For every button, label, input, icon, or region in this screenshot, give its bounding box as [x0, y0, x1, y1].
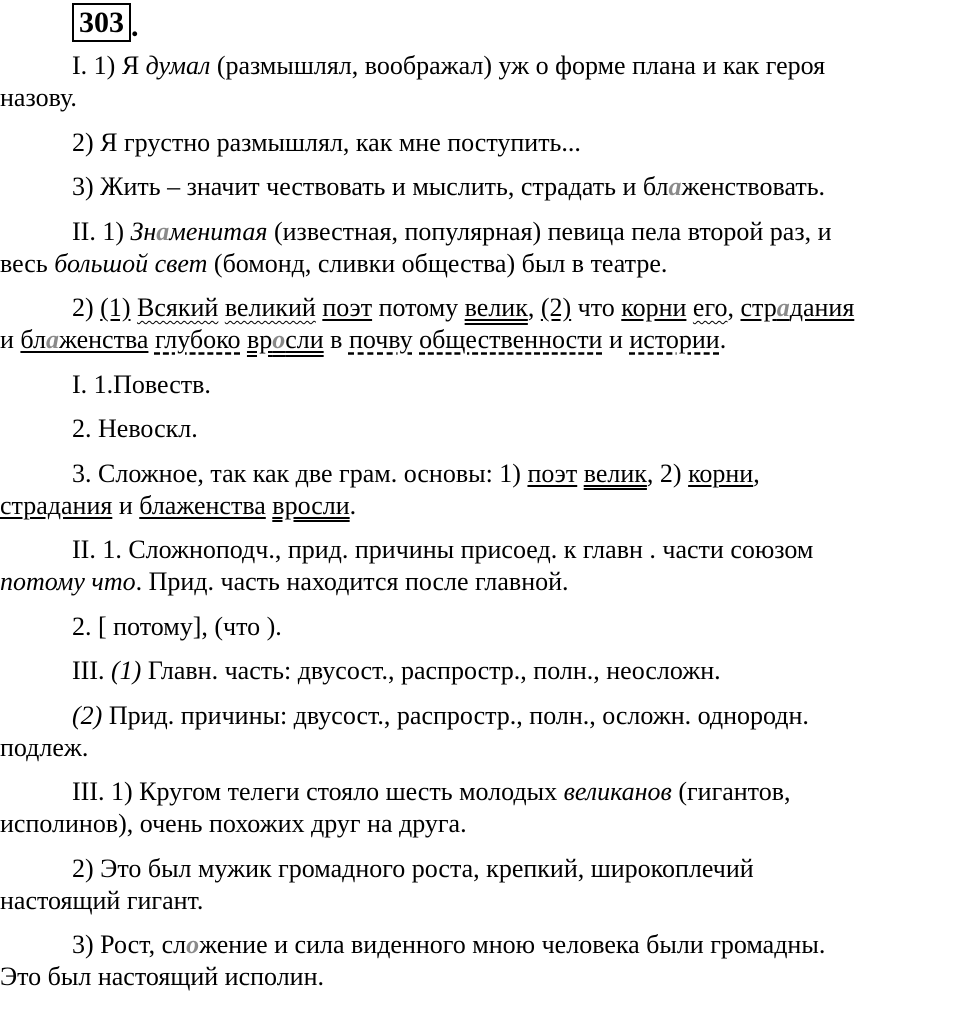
line — [0, 413, 960, 445]
clause-number: (2) — [540, 293, 572, 322]
line — [0, 700, 960, 732]
text: стр — [740, 293, 777, 322]
line — [0, 292, 960, 324]
text: (размышлял, воображал) уж о форме плана и как героя — [210, 51, 826, 80]
text: I. 1) Я — [72, 51, 146, 80]
text: (известная, популярная) певица пела второй раз, и — [267, 216, 832, 246]
line — [0, 534, 960, 566]
line — [0, 611, 960, 643]
line — [0, 853, 960, 885]
line — [0, 324, 960, 356]
emphasized-vowel: а — [156, 216, 170, 246]
attribute-word: Всякий — [137, 293, 219, 322]
line — [0, 248, 960, 280]
text: что — [571, 293, 622, 322]
text: . Прид. часть находится после главной. — [135, 567, 569, 596]
italic-phrase: большой свет — [54, 248, 208, 278]
subject-word: блаженства — [139, 490, 266, 520]
subject-word — [20, 325, 148, 354]
text: бл — [20, 325, 46, 354]
line — [0, 566, 960, 598]
line — [0, 216, 960, 248]
subject-word — [740, 293, 854, 322]
italic-clause-number: (1) — [110, 656, 142, 685]
adverbial-word: глубоко — [154, 325, 241, 354]
line — [0, 50, 960, 82]
text: в — [323, 325, 349, 354]
text: , 2) — [646, 458, 689, 488]
paragraph-9 — [0, 534, 960, 598]
paragraph-8 — [0, 458, 960, 522]
line — [0, 490, 960, 522]
text: 2) Я грустно размышлял, как мне поступить... — [72, 127, 581, 157]
emphasized-vowel: а — [45, 325, 59, 354]
text: женствовать. — [681, 172, 826, 201]
text: . — [719, 325, 727, 354]
emphasized-vowel: а — [776, 293, 790, 322]
object-word: почву — [348, 325, 413, 354]
text: (бомонд, сливки общества) был в театре. — [207, 248, 668, 278]
text: 3) Жить – значит чествовать и мыслить, страдать и бл — [72, 172, 669, 201]
text: Главн. часть: двусост., распростр., полн., неосложн. — [141, 656, 721, 685]
line — [0, 655, 960, 687]
line — [0, 732, 960, 764]
text: Это был настоящий исполин. — [0, 962, 325, 991]
italic-word — [130, 217, 267, 246]
exercise-number: 303 — [72, 3, 131, 42]
predicate-word: велик — [464, 293, 528, 322]
object-word: истории — [629, 325, 720, 354]
exercise-number-dot: . — [131, 10, 139, 43]
text: . — [349, 490, 357, 520]
line — [0, 929, 960, 961]
paragraph-15 — [0, 929, 960, 993]
paragraph-14 — [0, 853, 960, 917]
text: 3. Сложное, так как две грам. основы: 1) — [72, 458, 528, 488]
paragraph-11 — [0, 655, 960, 687]
exercise-text — [0, 50, 960, 1006]
text: 2) Это был мужик громадного роста, крепкий, широкоплечий — [72, 853, 754, 883]
predicate-word: велик — [583, 458, 647, 488]
italic-clause-number: (2) — [72, 700, 103, 730]
object-word: общественности — [419, 325, 603, 354]
text: Зн — [130, 216, 157, 246]
text: подлеж. — [0, 732, 89, 762]
emphasized-vowel: о — [186, 930, 200, 959]
line — [0, 885, 960, 917]
text: III. 1) Кругом телеги стояло шесть молодых — [72, 777, 564, 806]
paragraph-10 — [0, 611, 960, 643]
italic-word: думал — [145, 51, 211, 80]
line — [0, 961, 960, 993]
paragraph-2 — [0, 127, 960, 159]
text: менитая — [169, 216, 268, 246]
italic-phrase: потому что — [0, 567, 136, 596]
text: жение и сила виденного мною человека были громадны. — [199, 930, 826, 959]
text: , — [753, 458, 760, 488]
paragraph-13 — [0, 776, 960, 840]
subject-word: корни — [688, 458, 754, 488]
text: 2. Невоскл. — [72, 414, 198, 443]
italic-word: великанов — [563, 777, 672, 806]
text: III. — [72, 656, 111, 685]
text: настоящий гигант. — [0, 885, 204, 915]
line — [0, 458, 960, 490]
subject-word: поэт — [322, 293, 373, 322]
clause-number: (1) — [100, 293, 131, 322]
text: , — [527, 293, 541, 322]
text: и — [602, 325, 630, 354]
text: Прид. причины: двусост., распростр., полн., осложн. однородн. — [102, 700, 809, 730]
text: 3) Рост, сл — [72, 930, 187, 959]
attribute-word: его — [692, 293, 728, 322]
paragraph-6 — [0, 369, 960, 401]
text: сли — [285, 325, 324, 354]
text: и — [112, 490, 140, 520]
text: и — [0, 325, 21, 354]
text: I. 1.Повеств. — [72, 369, 211, 399]
line — [0, 82, 960, 114]
text: 2. [ потому], (что ). — [72, 611, 282, 641]
paragraph-4 — [0, 216, 960, 280]
line — [0, 369, 960, 401]
emphasized-vowel: а — [668, 172, 682, 201]
text: потому — [372, 293, 465, 322]
text: женства — [58, 325, 149, 354]
text: (гигантов, — [671, 777, 791, 806]
paragraph-12 — [0, 700, 960, 764]
line — [0, 776, 960, 808]
text: дания — [789, 293, 855, 322]
exercise-number-badge — [72, 2, 139, 42]
paragraph-7 — [0, 413, 960, 445]
text: назову. — [0, 83, 77, 112]
line — [0, 127, 960, 159]
line — [0, 171, 960, 203]
subject-word: корни — [621, 293, 687, 322]
paragraph-1 — [0, 50, 960, 114]
predicate-word: вросли — [272, 490, 350, 520]
text: весь — [0, 248, 55, 278]
line — [0, 808, 960, 840]
text: вр — [246, 325, 273, 354]
text: II. 1) — [72, 216, 131, 246]
attribute-word: великий — [224, 293, 316, 322]
text: II. 1. Сложноподч., прид. причины присоед. к главн . части союзом — [72, 535, 814, 564]
subject-word: поэт — [527, 458, 578, 488]
text: исполинов), очень похожих друг на друга. — [0, 809, 467, 838]
text: 2) — [72, 293, 101, 322]
text: , — [727, 293, 741, 322]
emphasized-vowel: о — [272, 325, 286, 354]
paragraph-5 — [0, 292, 960, 356]
paragraph-3 — [0, 171, 960, 203]
subject-word: страдания — [0, 490, 113, 520]
predicate-word — [247, 325, 324, 354]
